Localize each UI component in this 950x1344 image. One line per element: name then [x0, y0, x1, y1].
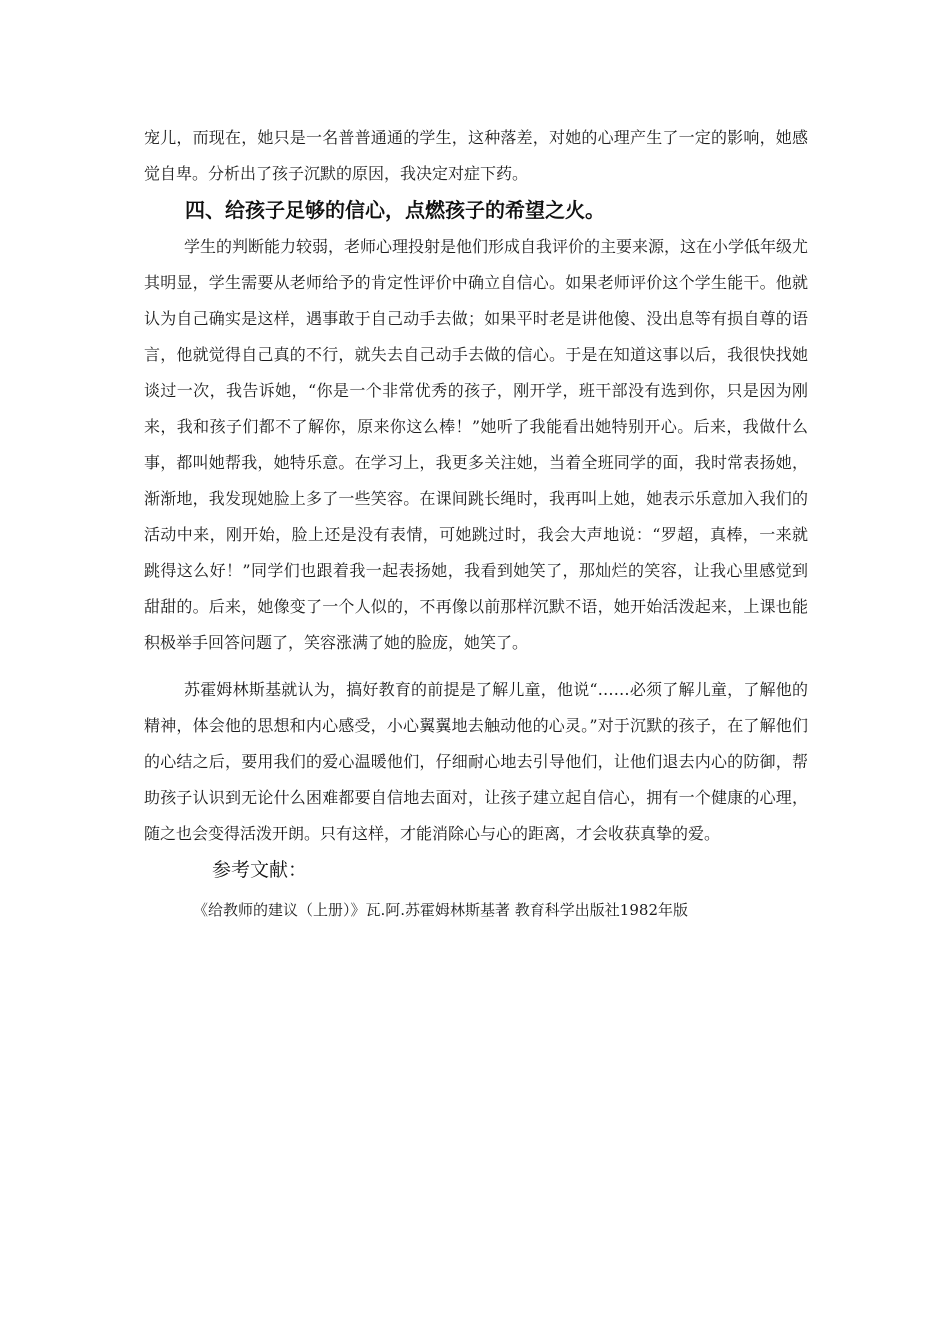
intro-paragraph: 宠儿，而现在，她只是一名普普通通的学生，这种落差，对她的心理产生了一定的影响，她感觉自卑。分析出了孩子沉默的原因，我决定对症下药。 [144, 128, 808, 183]
references-heading: 参考文献： [212, 859, 308, 881]
body-paragraph-2: 苏霍姆林斯基就认为，搞好教育的前提是了解儿童，他说“……必须了解儿童，了解他的精神，体会他的思想和内心感受，小心翼翼地去触动他的心灵。”对于沉默的孩子，在了解他们的心结之后，要用我们的爱心温暖他们，仔细耐心地去引导他们，让他们退去内心的防御，帮助孩子认识到无论什么困难都要自信地去面对，让孩子建立起自信心，拥有一个健康的心理，随之也会变得活泼开朗。只有这样，才能消除心与心的距离，才会收获真挚的爱。 [144, 680, 808, 843]
body-paragraph-1: 学生的判断能力较弱，老师心理投射是他们形成自我评价的主要来源，这在小学低年级尤其明显，学生需要从老师给予的肯定性评价中确立自信心。如果老师评价这个学生能干。他就认为自己确实是这样，遇事敢于自己动手去做；如果平时老是讲他傻、没出息等有损自尊的语言，他就觉得自己真的不行，就失去自己动手去做的信心。于是在知道这事以后，我很快找她谈过一次，我告诉她，“你是一个非常优秀的孩子，刚开学，班干部没有选到你，只是因为刚来，我和孩子们都不了解你，原来你这么棒！”她听了我能看出她特别开心。后来，我做什么事，都叫她帮我，她特乐意。在学习上，我更多关注她，当着全班同学的面，我时常表扬她，渐渐地，我发现她脸上多了一些笑容。在课间跳长绳时，我再叫上她，她表示乐意加入我们的活动中来，刚开始，脸上还是没有表情，可她跳过时，我会大声地说：“罗超，真棒，一来就跳得这么好！”同学们也跟着我一起表扬她，我看到她笑了，那灿烂的笑容，让我心里感觉到甜甜的。后来，她像变了一个人似的，不再像以前那样沉默不语，她开始活泼起来，上课也能积极举手回答问题了，笑容涨满了她的脸庞，她笑了。 [144, 237, 809, 652]
section-heading: 四、给孩子足够的信心，点燃孩子的希望之火。 [185, 198, 605, 222]
reference-item: 《给教师的建议（上册）》瓦.阿.苏霍姆林斯基著 教育科学出版社1982年版 [193, 901, 688, 919]
